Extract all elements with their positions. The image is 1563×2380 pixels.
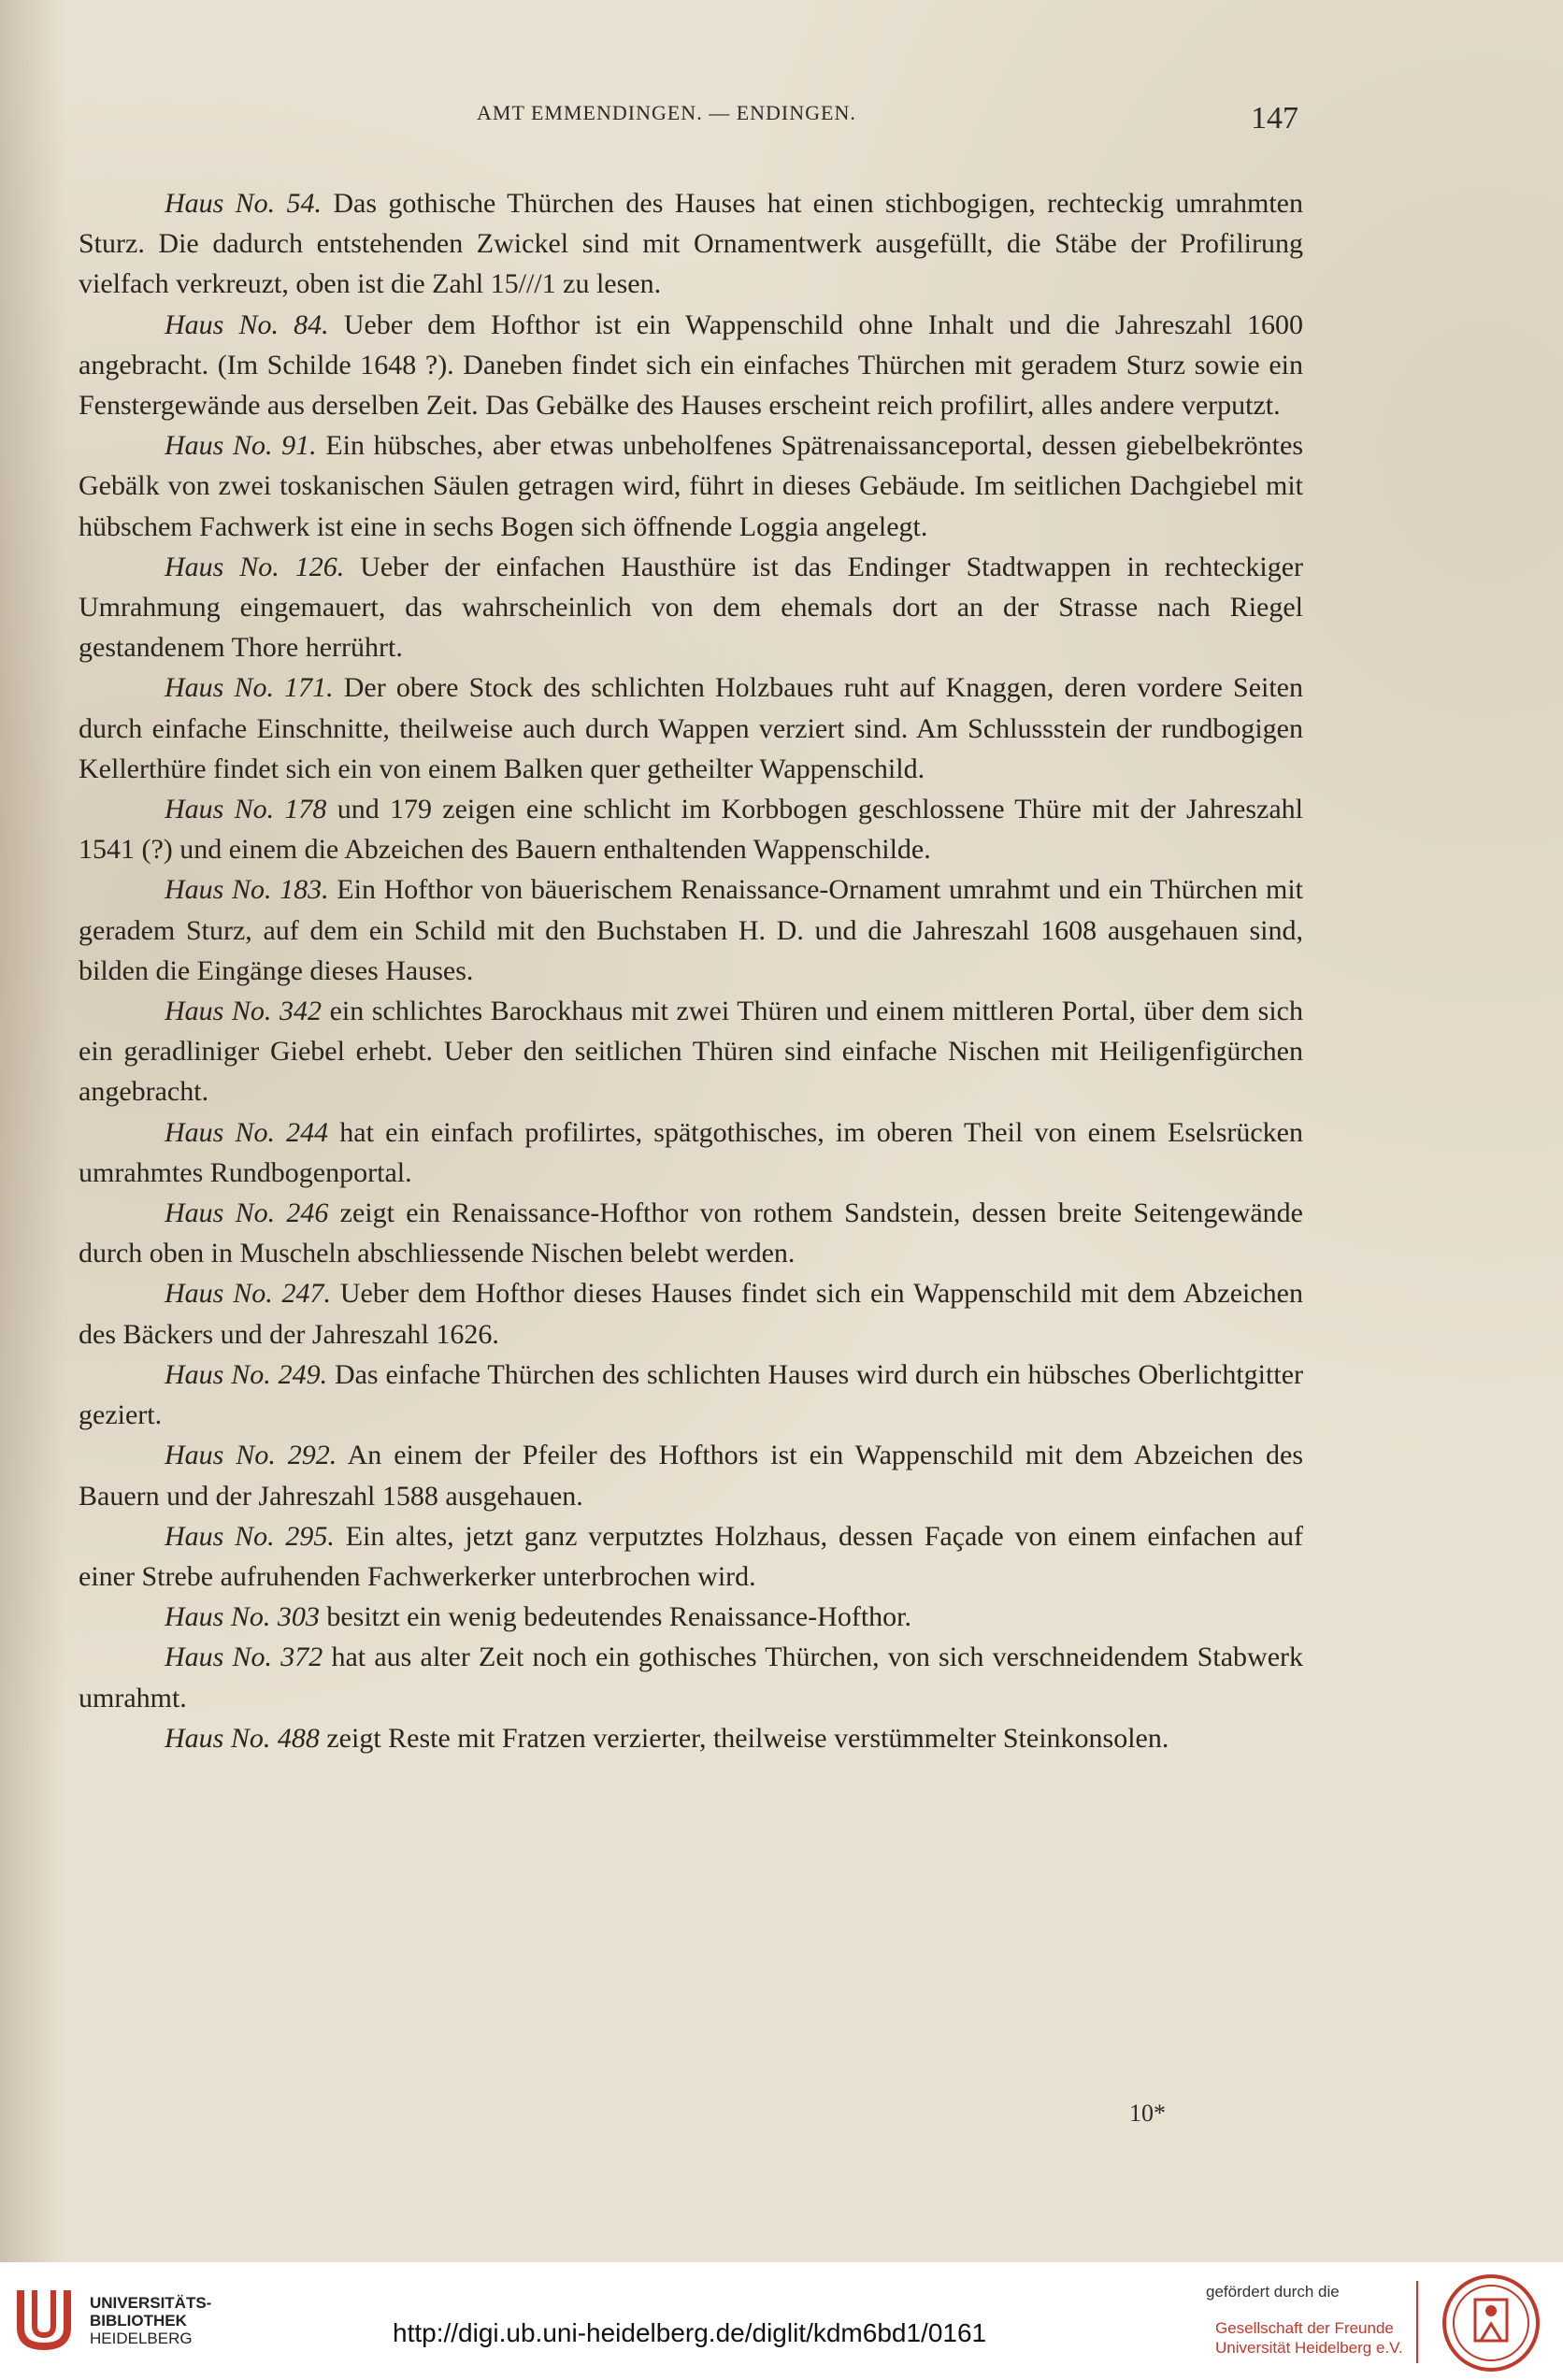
paragraph-text: besitzt ein wenig bedeutendes Renaissance-Hofthor. [319,1601,911,1633]
library-line-3: HEIDELBERG [90,2330,193,2347]
paragraph-text: hat ein einfach profilirtes, spätgothisches, im oberen Theil von einem Eselsrücken umrahmtes Rundbogenportal. [79,1116,1303,1188]
body-text [79,183,1303,1758]
house-heading: Haus No. 342 [165,996,323,1027]
house-heading: Haus No. 292. [165,1440,337,1471]
paragraph-text: Ueber der einfachen Hausthüre ist das Endinger Stadtwappen in rechteckiger Umrahmung eingemauert, das wahrscheinlich von dem ehemals dort an der Strasse nach Riegel gestandenem Thore herrührt. [79,551,1303,664]
paragraph-text: hat aus alter Zeit noch ein gothisches Thürchen, von sich verschneidendem Stabwerk umrahmt. [79,1642,1303,1713]
sponsor-line-2: Universität Heidelberg e.V. [1215,2339,1403,2357]
paragraph [79,1516,1303,1597]
permalink-url[interactable]: http://digi.ub.uni-heidelberg.de/diglit/kdm6bd1/0161 [393,2318,987,2347]
house-heading: Haus No. 178 [165,794,327,825]
paragraph [79,667,1303,789]
paragraph [79,869,1303,991]
library-line-2: BIBLIOTHEK [90,2312,187,2330]
paragraph [79,547,1303,668]
paragraph-text: Der obere Stock des schlichten Holzbaues ruht auf Knaggen, deren vordere Seiten durch einfache Einschnitte, theilweise auch durch Wappen verziert sind. Am Schlussstein der rundbogigen Kellerthüre findet sich ein von einem Balken quer getheilter Wappenschild. [79,672,1304,784]
paragraph-text: Ein Hofthor von bäuerischem Renaissance-Ornament umrahmt und ein Thürchen mit geradem Sturz, auf dem ein Schild mit den Buchstaben H. D. und die Jahreszahl 1608 ausgehauen sind, bilden die Eingänge dieses Hauses. [79,874,1303,986]
paragraph-text: An einem der Pfeiler des Hofthors ist ein Wappenschild mit dem Abzeichen des Bauern und der Jahreszahl 1588 ausgehauen. [79,1440,1304,1512]
house-heading: Haus No. 54. [165,188,323,219]
page-number: 147 [1251,101,1298,136]
sponsor-name[interactable] [1215,2318,1403,2358]
paragraph [79,789,1303,869]
house-heading: Haus No. 303 [165,1601,320,1633]
paragraph-text: ein schlichtes Barockhaus mit zwei Thüren und einem mittleren Portal, über dem sich ein geradliniger Giebel erhebt. Ueber den seitlichen Thüren sind einfache Nischen mit Heiligenfigürchen angebracht. [79,996,1303,1108]
paragraph [79,1435,1303,1515]
signature-mark: 10* [1129,2100,1166,2127]
paragraph [79,991,1303,1112]
house-heading: Haus No. 249. [165,1358,328,1390]
paragraph-text: Ueber dem Hofthor ist ein Wappenschild ohne Inhalt und die Jahreszahl 1600 angebracht. (Im Schilde 1648 ?). Daneben findet sich ein einfaches Thürchen mit geradem Sturz sowie ein Fenstergewände aus derselben Zeit. Das Gebälke des Hauses erscheint reich profilirt, alles andere verputzt. [79,308,1303,422]
paragraph [79,305,1303,426]
paragraph [79,1637,1303,1717]
paragraph [79,1193,1303,1273]
paragraph-text: zeigt ein Renaissance-Hofthor von rothem Sandstein, dessen breite Seitengewände durch oben in Muscheln abschliessende Nischen belebt werden. [79,1197,1303,1269]
sponsor-line-1: Gesellschaft der Freunde [1215,2319,1394,2337]
sponsor-divider [1416,2281,1418,2363]
university-seal-icon [1440,2272,1542,2374]
sponsor-caption: gefördert durch die [1206,2283,1340,2301]
house-heading: Haus No. 84. [165,308,329,340]
paragraph [79,1273,1303,1354]
paragraph-text: und 179 zeigen eine schlicht im Korbbogen geschlossene Thüre mit der Jahreszahl 1541 (?) und einem die Abzeichen des Bauern enthaltenden Wappenschilde. [79,794,1303,866]
house-heading: Haus No. 247. [165,1278,332,1310]
paragraph-text: Ueber dem Hofthor dieses Hauses findet sich ein Wappenschild mit dem Abzeichen des Bäckers und der Jahreszahl 1626. [79,1278,1303,1350]
paragraph [79,1355,1303,1435]
paragraph [79,425,1303,547]
paragraph [79,183,1303,305]
paragraph-text: Das gothische Thürchen des Hauses hat einen stichbogigen, rechteckig umrahmten Sturz. Die dadurch entstehenden Zwickel sind mit Ornamentwerk ausgefüllt, die Stäbe der Profilirung vielfach verkreuzt, oben ist die Zahl 15///1 zu lesen. [79,188,1303,300]
paragraph [79,1718,1303,1758]
house-heading: Haus No. 295. [165,1520,335,1552]
paragraph-text: zeigt Reste mit Fratzen verzierter, theilweise verstümmelter Steinkonsolen. [319,1722,1169,1754]
house-heading: Haus No. 183. [165,874,329,906]
paragraph [79,1597,1303,1637]
house-heading: Haus No. 246 [165,1197,329,1229]
library-name [90,2294,211,2347]
footer-bar [0,2262,1563,2380]
house-heading: Haus No. 126. [165,551,345,582]
paragraph [79,1112,1303,1193]
house-heading: Haus No. 372 [165,1642,323,1673]
house-heading: Haus No. 91. [165,430,317,462]
running-head: AMT EMMENDINGEN. — ENDINGEN. [477,101,856,124]
paragraph-text: Das einfache Thürchen des schlichten Hauses wird durch ein hübsches Oberlichtgitter geziert. [79,1358,1303,1431]
house-heading: Haus No. 244 [165,1116,329,1148]
library-logo-icon[interactable] [11,2281,77,2356]
library-line-1: UNIVERSITÄTS- [90,2294,212,2312]
paragraph-text: Ein altes, jetzt ganz verputztes Holzhaus, dessen Façade von einem einfachen auf einer Strebe aufruhenden Fachwerkerker unterbrochen wird. [79,1520,1304,1592]
house-heading: Haus No. 171. [165,672,334,704]
paragraph-text: Ein hübsches, aber etwas unbeholfenes Spätrenaissanceportal, dessen giebelbekröntes Gebälk von zwei toskanischen Säulen getragen wird, führt in dieses Gebäude. Im seitlichen Dachgiebel mit hübschem Fachwerk ist eine in sechs Bogen sich öffnende Loggia angelegt. [79,430,1303,542]
house-heading: Haus No. 488 [165,1722,320,1754]
